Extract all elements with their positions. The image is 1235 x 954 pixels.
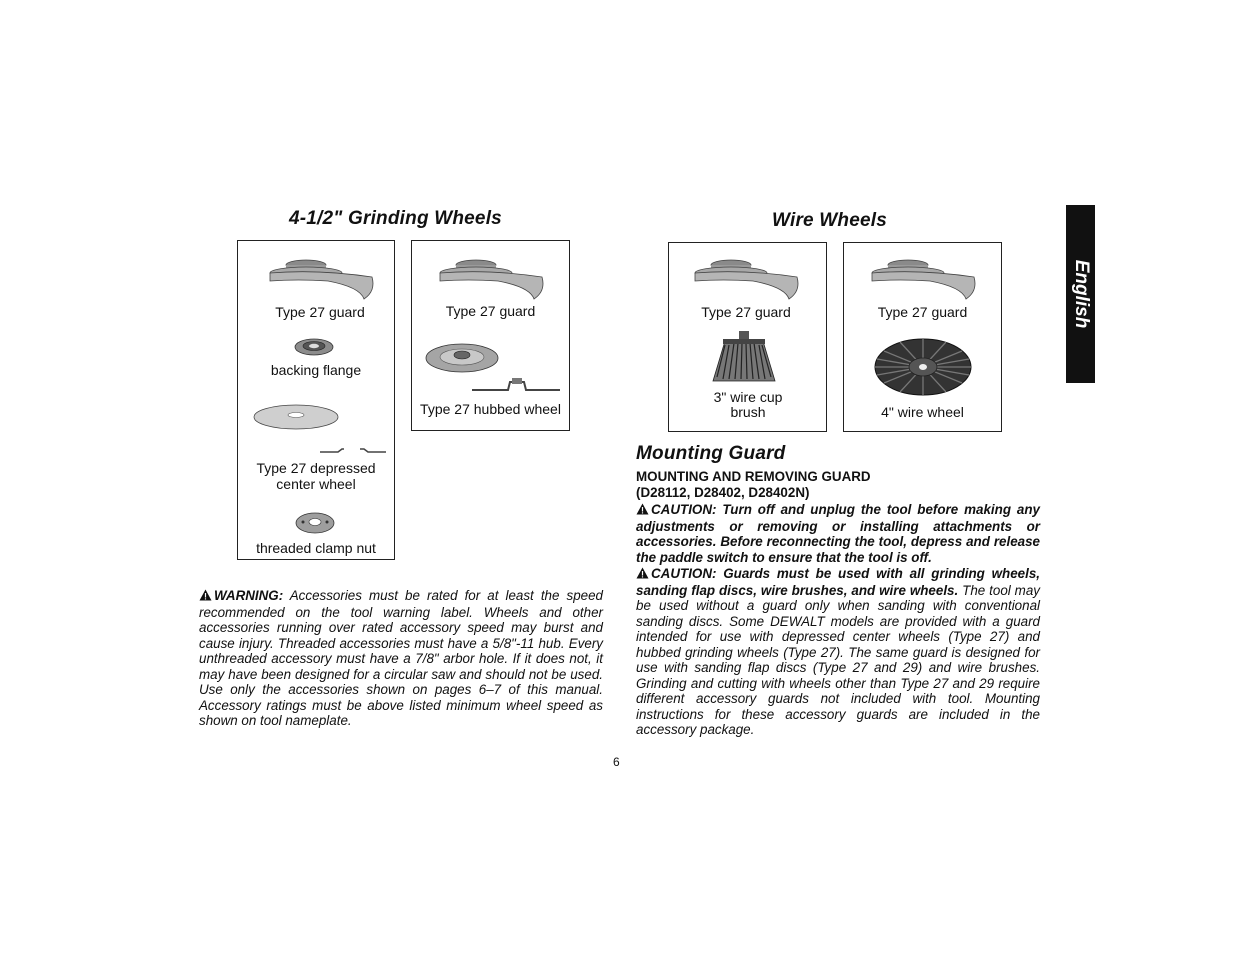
type27-guard-image [870, 255, 980, 301]
hubbed-wheel-profile-image [470, 377, 562, 393]
backing-flange-label: backing flange [270, 362, 362, 378]
guard-label: Type 27 guard [445, 303, 536, 319]
warning-label: WARNING: [214, 588, 284, 603]
caution-2-text: The tool may be used without a guard only when sanding with conventional sanding discs. Some DEWALT models are provided with a guard intended for use with depressed center wheels (Type 27) and hubbed grinding wheels (Type 27). The same guard is designed for use with sanding flap discs (Type 27 and 29) and wire brushes. Grinding and cutting with wheels other than Type 27 and 29 require different accessory guards not included with tool. Mounting instructions for these accessory guards are included in the accessory package. [636, 582, 1040, 737]
depressed-wheel-label-2: center wheel [276, 476, 356, 492]
depressed-center-wheel-image [252, 403, 342, 433]
language-tab-label: English [1070, 259, 1092, 329]
backing-flange-image [294, 337, 334, 357]
caution-2-bold: CAUTION: Guards must be used with all grinding wheels, sanding flap discs, wire brushes, and wire wheels. [636, 566, 1040, 598]
depressed-wheel-label-1: Type 27 depressed [256, 460, 376, 476]
warning-text: Accessories must be rated for at least the speed recommended on the tool warning label. Wheels and other accessories running over rated accessory speed may burst and cause injury. Threaded accessories must have a 5/8"-11 hub. Every unthreaded accessory must have a 7/8" arbor hole. If it does not, it may have been designed for a circular saw and should not be used. Use only the accessories shown on pages 6–7 of this manual. Accessory ratings must be above listed minimum wheel speed as shown on tool nameplate. [199, 588, 603, 728]
type27-guard-image [693, 255, 803, 301]
wire-cup-brush-image [711, 331, 777, 385]
caution-1-text: CAUTION: Turn off and unplug the tool before making any adjustments or removing or installing attachments or accessories. Before reconnecting the tool, depress and release the paddle switch to ensure that the tool is off. [636, 502, 1040, 565]
type27-guard-image [268, 255, 378, 301]
grinding-accessory-box-1 [237, 240, 395, 560]
wire-cup-label-1: 3" wire cup [713, 389, 783, 405]
wire-cup-label-2: brush [730, 404, 766, 420]
wheel-profile-image [320, 447, 388, 455]
hubbed-wheel-image [424, 342, 500, 374]
hubbed-wheel-label: Type 27 hubbed wheel [420, 401, 561, 417]
wire-accessory-box-2 [843, 242, 1002, 432]
mounting-subhead-1: MOUNTING AND REMOVING GUARD [636, 469, 871, 484]
caution-paragraph-1 [636, 502, 1040, 565]
wire-wheels-heading: Wire Wheels [772, 210, 888, 231]
clamp-nut-label: threaded clamp nut [256, 540, 376, 556]
guard-label: Type 27 guard [275, 304, 365, 320]
wire-wheel-image [872, 337, 974, 397]
clamp-nut-image [294, 511, 336, 535]
language-tab [1066, 205, 1095, 383]
warning-triangle-icon [199, 589, 212, 605]
warning-triangle-icon [636, 503, 649, 519]
warning-triangle-icon [636, 567, 649, 583]
guard-label: Type 27 guard [877, 304, 968, 320]
guard-label: Type 27 guard [701, 304, 791, 320]
grinding-accessory-box-2 [411, 240, 570, 431]
warning-paragraph [199, 588, 603, 729]
type27-guard-image [438, 255, 548, 301]
mounting-subhead-2: (D28112, D28402, D28402N) [636, 485, 810, 500]
wire-wheel-label: 4" wire wheel [881, 404, 964, 420]
grinding-wheels-heading: 4-1/2" Grinding Wheels [289, 208, 502, 229]
page-number: 6 [613, 755, 620, 769]
wire-accessory-box-1 [668, 242, 827, 432]
mounting-guard-heading: Mounting Guard [636, 443, 786, 464]
caution-paragraph-2 [636, 566, 1040, 738]
